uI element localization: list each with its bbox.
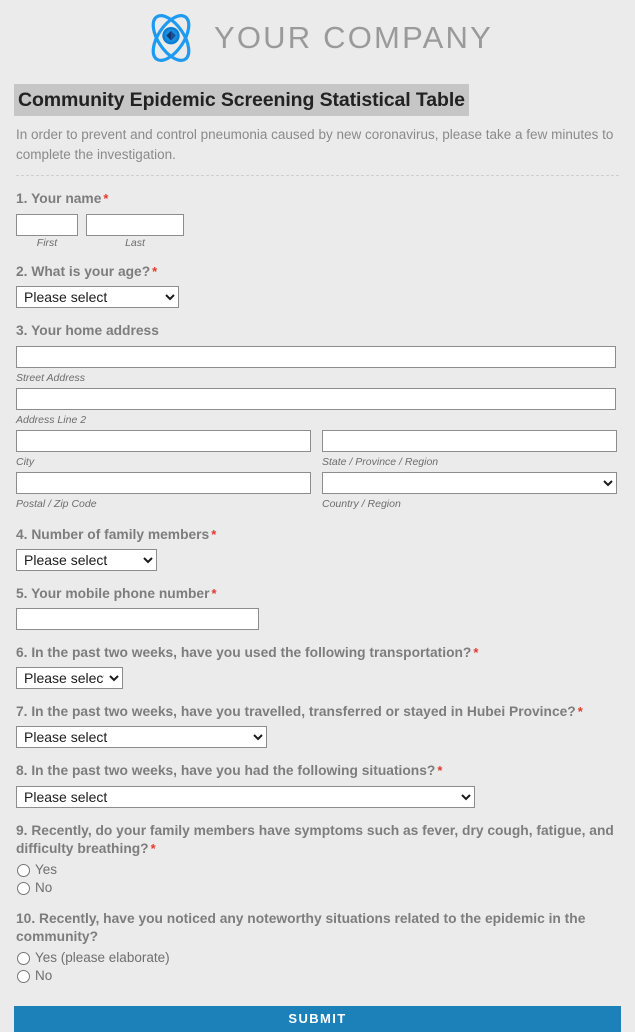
question-9-text: 9. Recently, do your family members have symptoms such as fever, dry cough, fatigue, and difficulty breathing? [16, 822, 614, 856]
question-10-radio-yes[interactable] [17, 952, 30, 965]
last-name-sublabel: Last [125, 236, 145, 249]
question-10-choice-yes[interactable] [16, 951, 621, 966]
question-10-choice-no-label: No [35, 967, 53, 983]
question-1-text: 1. Your name [16, 191, 102, 207]
question-9-radio-no[interactable] [17, 882, 30, 895]
state-block [322, 430, 617, 470]
question-2-label [16, 263, 616, 281]
transportation-select[interactable] [16, 667, 123, 689]
question-5-label [16, 585, 616, 603]
postal-code-input[interactable] [16, 472, 311, 494]
hubei-travel-select[interactable] [16, 726, 267, 748]
required-asterisk: * [103, 191, 109, 207]
question-3-label [16, 322, 616, 340]
question-9-choice-yes-label: Yes [35, 862, 58, 878]
question-3-text: 3. Your home address [16, 323, 159, 339]
question-10 [14, 910, 621, 984]
submit-area [0, 1006, 635, 1032]
question-10-text: 10. Recently, have you noticed any noteworthy situations related to the epidemic in the community? [16, 910, 586, 944]
city-block [16, 430, 311, 470]
question-9-radio-yes[interactable] [17, 864, 30, 877]
question-4-text: 4. Number of family members [16, 526, 210, 542]
required-asterisk: * [211, 585, 217, 601]
question-9-choice-no[interactable] [16, 881, 621, 896]
country-block [322, 472, 617, 512]
street-address-sublabel: Street Address [16, 371, 86, 384]
question-8-label [16, 762, 616, 780]
question-6 [14, 644, 621, 689]
city-sublabel: City [16, 455, 35, 468]
question-8 [14, 762, 621, 807]
required-asterisk: * [437, 763, 443, 779]
question-8-text: 8. In the past two weeks, have you had the following situations? [16, 763, 436, 779]
question-2-text: 2. What is your age? [16, 264, 151, 280]
age-select[interactable] [16, 286, 179, 308]
question-9 [14, 822, 621, 896]
name-fields-row [16, 214, 621, 250]
last-name-cell [86, 214, 184, 250]
address-line-2-sublabel: Address Line 2 [16, 413, 87, 426]
question-2 [14, 263, 621, 308]
question-1 [14, 190, 621, 249]
state-input[interactable] [322, 430, 617, 452]
required-asterisk: * [577, 704, 583, 720]
atom-logo-icon [142, 9, 200, 67]
form-container [0, 72, 635, 984]
address-line-2-block [16, 388, 621, 428]
question-4 [14, 526, 621, 571]
question-6-text: 6. In the past two weeks, have you used the following transportation? [16, 645, 472, 660]
page-header [0, 0, 635, 72]
question-5 [14, 585, 621, 630]
question-7 [14, 703, 621, 748]
question-4-label [16, 526, 616, 544]
family-members-select[interactable] [16, 549, 157, 571]
question-9-choice-no-label: No [35, 879, 53, 895]
question-9-label [16, 822, 616, 858]
postal-code-sublabel: Postal / Zip Code [16, 497, 97, 510]
required-asterisk: * [150, 840, 156, 856]
situations-select[interactable] [16, 786, 475, 808]
company-name: YOUR COMPANY [213, 20, 494, 55]
required-asterisk: * [211, 526, 217, 542]
city-state-row [16, 428, 621, 470]
header-divider [16, 175, 619, 176]
question-7-text: 7. In the past two weeks, have you travelled, transferred or stayed in Hubei Province? [16, 704, 576, 720]
country-select[interactable] [322, 472, 617, 494]
submit-button[interactable]: SUBMIT [14, 1006, 621, 1032]
first-name-sublabel: First [36, 236, 58, 249]
question-3 [14, 322, 621, 511]
question-10-radio-no[interactable] [17, 970, 30, 983]
postal-block [16, 472, 311, 512]
question-9-choice-yes[interactable] [16, 863, 621, 878]
question-10-choice-yes-label: Yes (please elaborate) [35, 950, 170, 966]
first-name-input[interactable] [16, 214, 78, 236]
question-7-label [16, 703, 616, 721]
question-10-choice-no[interactable] [16, 969, 621, 984]
country-sublabel: Country / Region [322, 497, 401, 510]
form-title-wrap [14, 72, 621, 116]
question-6-label [16, 644, 616, 662]
page-title: Community Epidemic Screening Statistical Table [14, 84, 469, 116]
first-name-cell [16, 214, 78, 250]
mobile-phone-input[interactable] [16, 608, 259, 630]
city-input[interactable] [16, 430, 311, 452]
question-5-text: 5. Your mobile phone number [16, 585, 210, 601]
last-name-input[interactable] [86, 214, 184, 236]
question-10-label [16, 910, 616, 946]
state-sublabel: State / Province / Region [322, 455, 439, 468]
street-address-input[interactable] [16, 346, 616, 368]
form-description: In order to prevent and control pneumonia caused by new coronavirus, please take a few minutes to complete the investigation. [16, 127, 614, 162]
question-1-label [16, 190, 616, 208]
street-address-block [16, 346, 621, 386]
required-asterisk: * [473, 645, 479, 660]
address-line-2-input[interactable] [16, 388, 616, 410]
postal-country-row [16, 470, 621, 512]
required-asterisk: * [152, 264, 158, 280]
